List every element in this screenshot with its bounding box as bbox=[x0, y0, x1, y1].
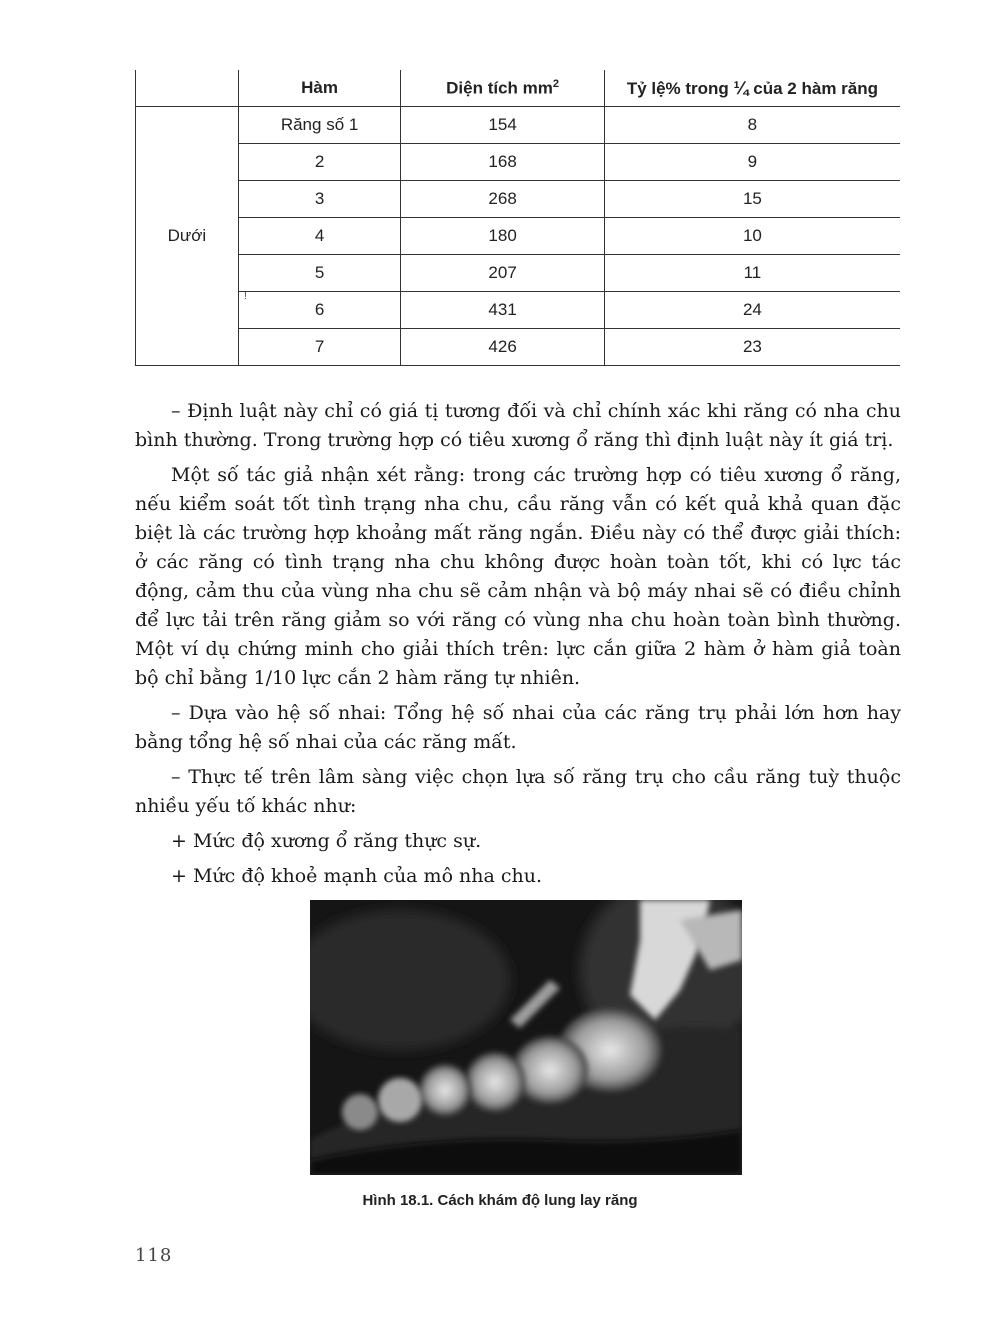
table-row bbox=[136, 181, 901, 218]
pct-cell: 8 bbox=[604, 107, 900, 144]
area-cell: 180 bbox=[401, 218, 604, 255]
table-row bbox=[136, 255, 901, 292]
header-area-label: Diện tích mm bbox=[446, 78, 553, 98]
tooth-area-table bbox=[135, 70, 900, 366]
header-pct-fraction: ¼ bbox=[733, 77, 749, 98]
paragraph: Một số tác giả nhận xét rằng: trong các trường hợp có tiêu xương ổ răng, nếu kiểm soát tốt tình trạng nha chu, cầu răng vẫn có kết quả khả quan đặc biệt là các trường hợp khoảng mất răng ngắn. Điều này có thể được giải thích: ở các răng có tình trạng nha chu không được hoàn toàn tốt, khi có lực tác động, cảm thu của vùng nha chu sẽ cảm nhận và bộ máy nhai sẽ có điều chỉnh để lực tải trên răng giảm so với răng có vùng nha chu hoàn toàn bình thường. Một ví dụ chứng minh cho giải thích trên: lực cắn giữa 2 hàm ở hàm giả toàn bộ chỉ bằng 1/10 lực cắn 2 hàm răng tự nhiên. bbox=[135, 464, 901, 689]
pct-cell: 11 bbox=[604, 255, 900, 292]
paragraph: – Thực tế trên lâm sàng việc chọn lựa số răng trụ cho cầu răng tuỳ thuộc nhiều yếu tố khác như: bbox=[135, 766, 901, 817]
body-text bbox=[135, 397, 901, 897]
table-row bbox=[136, 144, 901, 181]
area-cell: 207 bbox=[401, 255, 604, 292]
tooth-cell: Răng số 1 bbox=[238, 107, 401, 144]
tooth-cell: 7 bbox=[238, 329, 401, 366]
page-number: 118 bbox=[135, 1245, 173, 1266]
header-percentage bbox=[604, 70, 900, 107]
tooth-cell: 4 bbox=[238, 218, 401, 255]
header-jaw-spacer bbox=[136, 70, 239, 107]
table-row bbox=[136, 218, 901, 255]
pct-cell: 10 bbox=[604, 218, 900, 255]
header-area-unit-sup: 2 bbox=[552, 77, 560, 90]
jaw-label: Dưới bbox=[167, 226, 207, 245]
jaw-cell bbox=[136, 107, 239, 366]
figure-photo bbox=[310, 900, 742, 1175]
pct-cell: 15 bbox=[604, 181, 900, 218]
table-row bbox=[136, 329, 901, 366]
bullet-item: + Mức độ khoẻ mạnh của mô nha chu. bbox=[171, 865, 543, 887]
tooth-cell: 3 bbox=[238, 181, 401, 218]
pct-cell: 9 bbox=[604, 144, 900, 181]
header-pct-suffix: của 2 hàm răng bbox=[748, 78, 878, 98]
pct-cell: 23 bbox=[604, 329, 900, 366]
header-pct-prefix: Tỷ lệ% trong bbox=[626, 78, 734, 98]
table-row bbox=[136, 292, 901, 329]
paragraph: – Định luật này chỉ có giá tị tương đối và chỉ chính xác khi răng có nha chu bình thường. Trong trường hợp có tiêu xương ổ răng thì định luật này ít giá trị. bbox=[135, 400, 901, 451]
area-cell: 168 bbox=[401, 144, 604, 181]
tooth-mobility-photo bbox=[310, 900, 742, 1175]
figure-caption: Hình 18.1. Cách khám độ lung lay răng bbox=[362, 1192, 638, 1209]
table-header-row bbox=[136, 70, 901, 107]
pct-cell: 24 bbox=[604, 292, 900, 329]
area-cell: 426 bbox=[401, 329, 604, 366]
area-cell: 154 bbox=[401, 107, 604, 144]
tooth-cell: 5 bbox=[238, 255, 401, 292]
tooth-cell: 2 bbox=[238, 144, 401, 181]
header-jaw bbox=[238, 70, 401, 107]
header-jaw-label: Hàm bbox=[301, 78, 338, 97]
tooth-cell: 6 bbox=[238, 292, 401, 329]
area-cell: 431 bbox=[401, 292, 604, 329]
table-row bbox=[136, 107, 901, 144]
header-area bbox=[401, 70, 604, 107]
bullet-item: + Mức độ xương ổ răng thực sự. bbox=[171, 830, 482, 852]
paragraph: – Dựa vào hệ số nhai: Tổng hệ số nhai của các răng trụ phải lớn hơn hay bằng tổng hệ số nhai của các răng mất. bbox=[135, 702, 901, 753]
area-cell: 268 bbox=[401, 181, 604, 218]
stray-mark: ! bbox=[244, 291, 247, 302]
